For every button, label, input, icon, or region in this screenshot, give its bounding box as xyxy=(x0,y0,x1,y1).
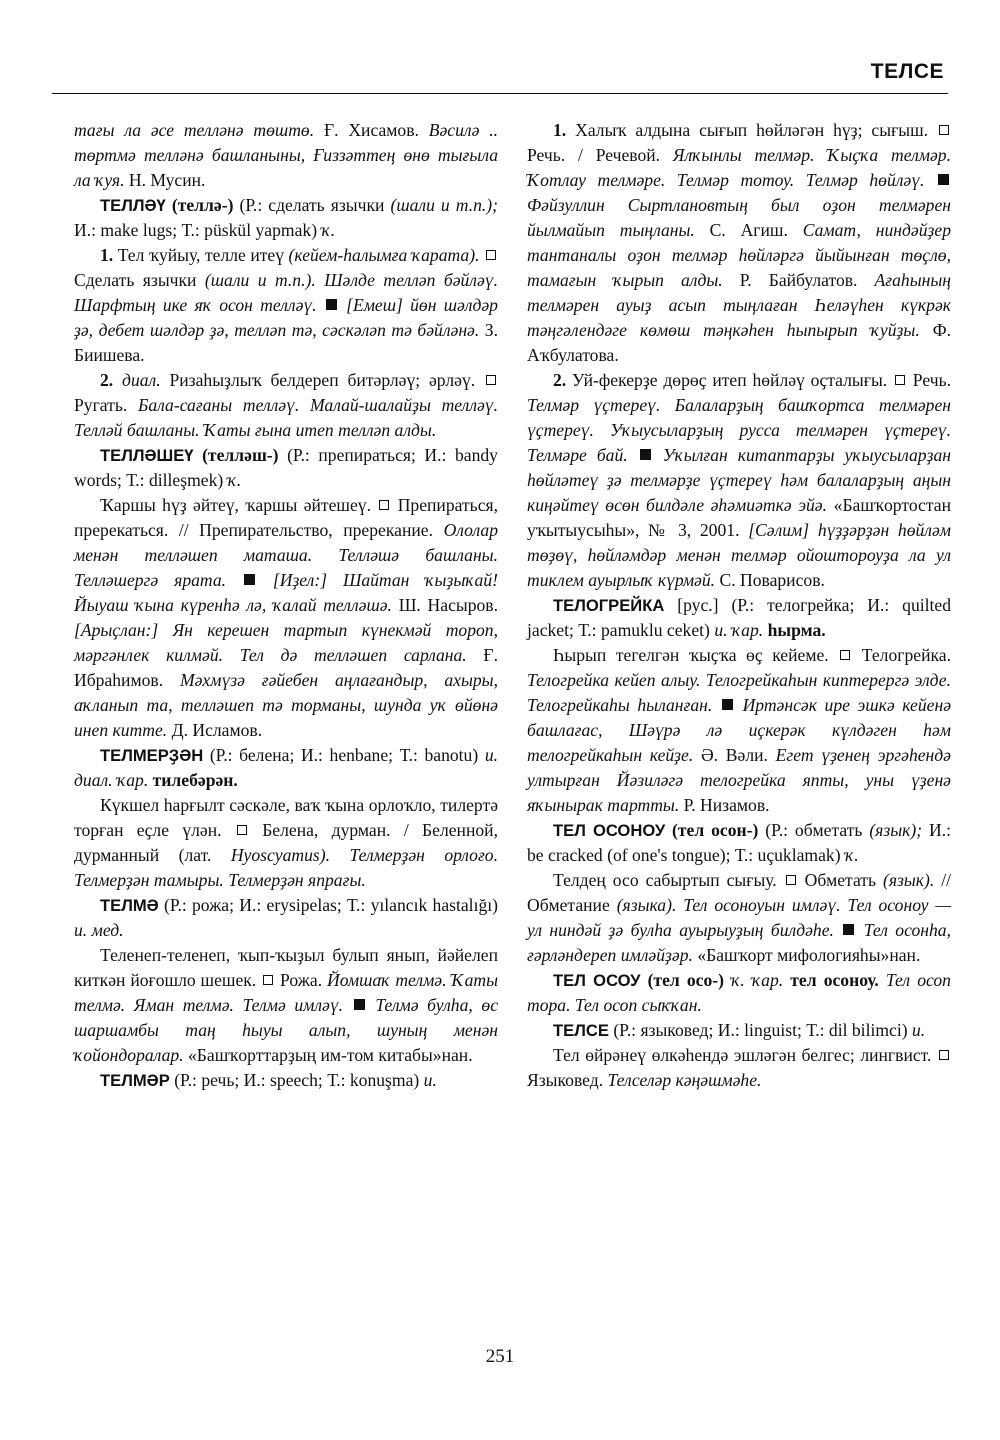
author: «Башҡорттарҙың им-том китабы»нан. xyxy=(187,1045,473,1065)
definition: Теленеп-теленеп, ҡып-ҡыҙыл булып янып, йәйелеп киткән йоғошло шешек. xyxy=(74,945,498,990)
russian-gloss: Языковед. xyxy=(527,1070,604,1090)
sense-number: 2. xyxy=(100,370,114,390)
definition: Ризаһыҙлыҡ белдереп битәрләү; әрләү. xyxy=(169,370,476,390)
entry-telmerzen xyxy=(74,743,498,793)
stem: (теллəш-) xyxy=(202,445,279,465)
example: Вәсилә .. төртмә телләнә башланыны, Ғиззәттең өнө тығыла ла ҡуя. xyxy=(74,120,499,190)
definition: Уй-фекерҙе дөрөҫ итеп һөйләү оҫталығы. xyxy=(572,370,888,390)
labels: и. диал. ҡар. xyxy=(74,745,499,790)
definition: Ҡаршы һүҙ әйтеү, ҡаршы әйтешеү. xyxy=(100,495,371,515)
headword: ТЕЛМЕРҘӘН xyxy=(100,746,204,765)
left-column xyxy=(74,118,498,1093)
pos: и. xyxy=(912,1020,926,1040)
black-square-icon xyxy=(722,699,733,710)
entry-tellashew xyxy=(74,443,498,493)
sense xyxy=(527,368,951,593)
entry-telmer xyxy=(74,1068,498,1093)
author: Ә. Вәли. xyxy=(700,745,768,765)
example: Тел осоноуын имләү. Тел осоноу — ул ниндәй ҙә булһа ауырыуҙың билдәһе. xyxy=(527,895,951,940)
entry-telme xyxy=(74,893,498,943)
cross-reference: тилебәрән. xyxy=(152,770,238,790)
entry-tellau xyxy=(74,193,498,243)
source: «Башҡортостан уҡытыусыһы», № 3, 2001. xyxy=(527,495,951,540)
russian-gloss: Ругать. xyxy=(74,395,128,415)
russian-gloss-note: (шали и т.п.). xyxy=(204,270,316,290)
source: «Башҡорт мифологияһы»нан. xyxy=(697,945,921,965)
white-square-icon xyxy=(486,250,496,260)
example: Йомшаҡ телмә. Ҡаты телмә. Яман телмә. Телмә имләү. xyxy=(74,970,499,1015)
citation: [Арыҫлан:] Ян керешен тартып күнекмәй тороп, мәргәнлек килмәй. Тел дә телләшеп сарлана. xyxy=(74,620,498,665)
labels: ҡ. ҡар. xyxy=(731,970,784,990)
stem: (тел осо-) xyxy=(647,970,724,990)
stem: (теллә-) xyxy=(171,195,234,215)
cross-reference: һырма. xyxy=(767,620,826,640)
russian-gloss: Речь. xyxy=(912,370,951,390)
citation: [Сәлим] һүҙҙәрҙән һөйләм төҙөү, һөйләмдәр менән телмәр ойоштороуҙа ла ул тиклем ауырлыҡ күрмәй. xyxy=(527,520,951,590)
author: Ғ. Ибраһимов. xyxy=(74,645,498,690)
black-square-icon xyxy=(244,574,255,585)
cross-reference: тел осоноу. xyxy=(790,970,879,990)
example: Телмәр үҫтереү. Балаларҙың башҡортса телмәрен үҫтереү. Уҡыусыларҙың русса телмәрен үҫтереү. Телмәре бай. xyxy=(527,395,951,465)
citation: [Иҙел:] Шайтан ҡыҙыҡай! Йыуаш ҡына күренһә лә, ҡалай телләшә. xyxy=(74,570,498,615)
page-number: 251 xyxy=(485,1346,515,1367)
labels: и. ҡар. xyxy=(714,620,764,640)
sense xyxy=(527,868,951,968)
pos: и. xyxy=(423,1070,437,1090)
sense xyxy=(527,118,951,368)
citation: Ағаһының телмәрен ауыҙ асып тыңлаған Һеләүһен күкрәк тәңгәлендәге көмөш тәңкәһен һыпырып ҡуйҙы. xyxy=(527,270,951,340)
example: Телмерҙән орлоғо. Телмерҙән тамыры. Телмерҙән япрағы. xyxy=(74,845,499,890)
author: С. Поварисов. xyxy=(719,570,825,590)
example: Ололар менән телләшеп маташа. Телләшә башланы. Телләшергә ярата. xyxy=(74,520,498,590)
author: Н. Мусин. xyxy=(128,170,206,190)
label: диал. xyxy=(122,370,161,390)
example: Тел осоп тора. Тел осоп сыҡҡан. xyxy=(527,970,951,1015)
running-head: ТЕЛСЕ xyxy=(870,60,944,83)
headword: ТЕЛ ОСОНОУ xyxy=(553,821,666,840)
citation: Мәхмүзә ғәйебен аңлағандыр, ахыры, аҡланып та, телләшеп тә торманы, шунда уҡ өйөнә инеп китте. xyxy=(74,670,498,740)
russian-gloss: Сделать язычки xyxy=(74,270,197,290)
sense xyxy=(74,943,498,1068)
headword: ТЕЛЛӘШЕҮ xyxy=(100,446,194,465)
example: Телогрейка кейеп алыу. Телогрейкаһын киптерергә элде. Телогрейкаһы һыланған. xyxy=(527,670,951,715)
pos: ҡ. xyxy=(227,470,242,490)
citation: Фәйзуллин Сыртлановтың был оҙон телмәрен йылмайып тыңланы. xyxy=(527,195,951,240)
gloss: И.: make lugs; Т.: püskül yapmak) xyxy=(74,220,318,240)
author: Ш. Насыров. xyxy=(398,595,498,615)
definition-note: (кейем-һалымға ҡарата). xyxy=(288,245,480,265)
russian-gloss: Препираться, пререкаться. // Препирательство, пререкание. xyxy=(74,495,499,540)
entry-telogreika xyxy=(527,593,951,643)
sense xyxy=(74,793,498,893)
citation: Тел осонһа, ғәрләндереп имләйҙәр. xyxy=(527,920,951,965)
example: Ялҡынлы телмәр. Ҡыҫҡа телмәр. Ҡотлау телмәре. Телмәр тотоу. Телмәр һөйләү. xyxy=(527,145,951,190)
right-column xyxy=(527,118,951,1093)
gloss: (Р.: обметать xyxy=(765,820,863,840)
citation: Самат, ниндәйҙер тантаналы оҙон телмәр һөйләргә йыйынған төҫлө, тамағын ҡырып алды. xyxy=(527,220,951,290)
definition: Күкшел һарғылт сәскәле, ваҡ ҡына орлоҡло, тилертә торған еҫле үлән. xyxy=(74,795,498,840)
example: тағы ла әсе телләнә төштө. xyxy=(74,120,315,140)
white-square-icon xyxy=(840,650,850,660)
headword: ТЕЛЛӘҮ xyxy=(100,196,166,215)
gloss: (Р.: сделать язычки xyxy=(239,195,385,215)
author: З. Биишева. xyxy=(74,320,498,365)
sense xyxy=(74,493,498,743)
white-square-icon xyxy=(379,500,389,510)
sense xyxy=(527,643,951,818)
citation: [Емеш] йөн шәлдәр ҙә, дебет шәлдәр ҙә, теллəп тә, сәскәлəп тә бәйләнә. xyxy=(74,295,498,340)
gloss: (Р.: языковед; И.: linguist; Т.: dil bilimci) xyxy=(613,1020,908,1040)
entry-continuation xyxy=(74,118,498,193)
gloss-note: (шали и т.п.); xyxy=(390,195,499,215)
example: Телселәр кәңәшмәһе. xyxy=(607,1070,762,1090)
entry-tel-osou xyxy=(527,968,951,1018)
definition: Халыҡ алдына сығып һөйләгән һүҙ; сығыш. xyxy=(575,120,929,140)
sense xyxy=(74,368,498,443)
sense-number: 2. xyxy=(553,370,567,390)
citation: Телмә булһа, өс шаршамбы таң һыуы алып, шуның менән ҡойондоралар. xyxy=(74,995,499,1065)
russian-gloss: // Обметание xyxy=(527,870,952,915)
white-square-icon xyxy=(263,975,273,985)
white-square-icon xyxy=(939,1050,949,1060)
entry-telse xyxy=(527,1018,951,1043)
russian-gloss: Белена, дурман. / Беленной, дурманный (лат. xyxy=(74,820,498,865)
latin-name: Hyoscyamus). xyxy=(230,845,331,865)
author: Ғ. Хисамов. xyxy=(323,120,419,140)
citation: Иртәнсәк ире эшкә кейенә башлағас, Шәүрә лә иҫкерәк күлдәген һәм телогрейкаһын кейҙе. xyxy=(527,695,951,765)
author: Р. Байбулатов. xyxy=(739,270,858,290)
headword: ТЕЛ ОСОУ xyxy=(553,971,641,990)
header-rule xyxy=(52,93,948,94)
black-square-icon xyxy=(843,924,854,935)
headword: ТЕЛОГРЕЙКА xyxy=(553,596,665,615)
pos: ҡ. xyxy=(321,220,336,240)
labels: и. мед. xyxy=(74,920,124,940)
gloss: (Р.: рожа; И.: erysipelas; Т.: yılancık hastalığı) xyxy=(164,895,498,915)
black-square-icon xyxy=(938,174,949,185)
black-square-icon xyxy=(354,999,365,1010)
white-square-icon xyxy=(895,375,905,385)
stem: (тел осон-) xyxy=(672,820,759,840)
sense-number: 1. xyxy=(100,245,114,265)
author: Д. Исламов. xyxy=(171,720,263,740)
headword: ТЕЛСЕ xyxy=(553,1021,609,1040)
white-square-icon xyxy=(786,875,796,885)
author: Ф. Аҡбулатова. xyxy=(527,320,952,365)
sense xyxy=(74,243,498,368)
black-square-icon xyxy=(326,299,337,310)
black-square-icon xyxy=(640,449,651,460)
origin: [рус.] xyxy=(677,595,719,615)
definition: Тел ҡуйыу, телле итеү xyxy=(117,245,285,265)
definition: Телдең осо сабыртып сығыу. xyxy=(553,870,777,890)
entry-tel-osonou xyxy=(527,818,951,868)
russian-gloss: Речь. / Речевой. xyxy=(527,145,661,165)
white-square-icon xyxy=(939,125,949,135)
russian-gloss: Телогрейка. xyxy=(861,645,951,665)
white-square-icon xyxy=(486,375,496,385)
russian-gloss-note: (языка). xyxy=(616,895,677,915)
gloss: (Р.: речь; И.: speech; Т.: konuşma) xyxy=(174,1070,420,1090)
definition: Тел өйрәнеү өлкәһендә эшләгән белгес; лингвист. xyxy=(553,1045,932,1065)
russian-gloss: Обметать xyxy=(804,870,877,890)
pos: ҡ. xyxy=(844,845,859,865)
gloss: И.: be cracked (of one's tongue); Т.: uçuklamak) xyxy=(527,820,951,865)
citation: Егет үҙенең эргәһендә ултырған Йәзиләгә телогрейка япты, уны үҙенә яҡынырак тартты. xyxy=(527,745,951,815)
gloss-note: (язык); xyxy=(869,820,923,840)
russian-gloss: Рожа. xyxy=(280,970,323,990)
author: С. Агиш. xyxy=(709,220,788,240)
definition: Һырып тегелгән ҡыҫҡа өҫ кейеме. xyxy=(553,645,829,665)
citation: Уҡылған китаптарҙы уҡыусыларҙан һөйләтеү ҙә телмәрҙе үҫтереү һәм балаларҙың аңын киңәйтеү өсөн билдәле әһәмиәткә эйә. xyxy=(527,445,951,515)
gloss: (Р.: телогрейка; И.: quilted jacket; Т.: pamuklu ceket) xyxy=(527,595,952,640)
headword: ТЕЛМӘ xyxy=(100,896,159,915)
russian-gloss-note: (язык). xyxy=(882,870,935,890)
author: Р. Низамов. xyxy=(683,795,770,815)
white-square-icon xyxy=(237,825,247,835)
sense xyxy=(527,1043,951,1093)
headword: ТЕЛМӘР xyxy=(100,1071,170,1090)
example: Шәлде теллəп бәйләү. Шарфтың ике яҡ осон телләү. xyxy=(74,270,498,315)
gloss: (Р.: препираться; И.: bandy words; Т.: dilleşmek) xyxy=(74,445,498,490)
example: Бала-сағаны телләү. Малай-шалайҙы телләү. Телләй башланы. Ҡаты ғына итеп теллəп алды. xyxy=(74,395,499,440)
sense-number: 1. xyxy=(553,120,567,140)
gloss: (Р.: белена; И.: henbane; Т.: banotu) xyxy=(209,745,479,765)
